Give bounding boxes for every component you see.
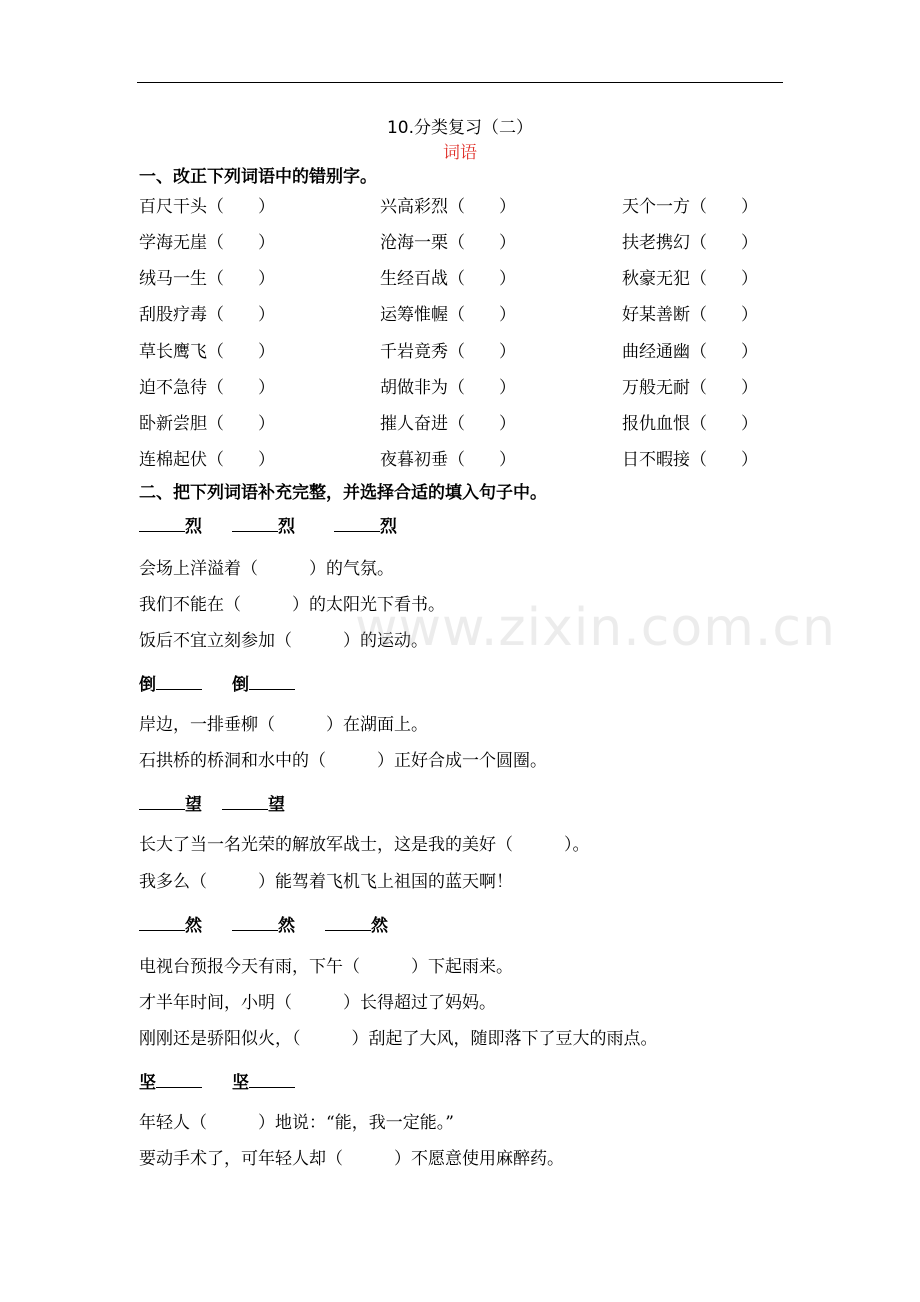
blank-line [222, 795, 268, 810]
blank-line [232, 916, 278, 931]
blank-line [139, 795, 185, 810]
blank-line [156, 1073, 202, 1088]
list-item: 连棉起伏（ ） [139, 450, 275, 470]
list-item: 绒马一生（ ） [139, 269, 275, 289]
fill-blank-word: 望 [222, 790, 285, 815]
sentence: 岸边，一排垂柳（ ）在湖面上。 [139, 715, 428, 735]
sentence: 石拱桥的桥洞和水中的（ ）正好合成一个圆圈。 [139, 751, 547, 771]
list-item: 百尺干头（ ） [139, 197, 275, 217]
fill-blank-word: 坚 [139, 1068, 202, 1093]
blank-line [232, 517, 278, 532]
list-item: 千岩竟秀（ ） [380, 342, 516, 362]
list-item: 运筹惟幄（ ） [380, 305, 516, 325]
sentence: 我们不能在（ ）的太阳光下看书。 [139, 595, 445, 615]
list-item: 夜暮初垂（ ） [380, 450, 516, 470]
page-title: 10.分类复习（二） [386, 118, 534, 138]
sentence: 才半年时间，小明（ ）长得超过了妈妈。 [139, 993, 496, 1013]
sentence: 会场上洋溢着（ ）的气氛。 [139, 559, 394, 579]
sentence: 我多么（ ）能驾着飞机飞上祖国的蓝天啊！ [139, 872, 513, 892]
list-item: 刮股疗毒（ ） [139, 305, 275, 325]
fill-blank-word: 烈 [232, 512, 295, 537]
blank-line [325, 916, 371, 931]
fill-blank-word: 烈 [334, 512, 397, 537]
list-item: 好某善断（ ） [622, 305, 758, 325]
fill-blank-word: 然 [232, 911, 295, 936]
blank-line [334, 517, 380, 532]
blank-line [139, 916, 185, 931]
fill-blank-word: 然 [325, 911, 388, 936]
sentence: 刚刚还是骄阳似火，（ ）刮起了大风，随即落下了豆大的雨点。 [139, 1029, 658, 1049]
sentence: 饭后不宜立刻参加（ ）的运动。 [139, 631, 428, 651]
sentence: 长大了当一名光荣的解放军战士，这是我的美好（ ）。 [139, 835, 590, 855]
fill-blank-word: 坚 [232, 1068, 295, 1093]
list-item: 扶老携幻（ ） [622, 233, 758, 253]
list-item: 曲经通幽（ ） [622, 342, 758, 362]
blank-line [249, 675, 295, 690]
fill-blank-word: 烈 [139, 512, 202, 537]
section1-heading: 一、改正下列词语中的错别字。 [139, 167, 377, 187]
list-item: 生经百战（ ） [380, 269, 516, 289]
list-item: 卧新尝胆（ ） [139, 414, 275, 434]
list-item: 沧海一栗（ ） [380, 233, 516, 253]
list-item: 报仇血恨（ ） [622, 414, 758, 434]
list-item: 兴高彩烈（ ） [380, 197, 516, 217]
fill-blank-word: 倒 [232, 670, 295, 695]
blank-line [156, 675, 202, 690]
section2-heading: 二、把下列词语补充完整，并选择合适的填入句子中。 [139, 483, 547, 503]
watermark: www.zixin.com.cn [355, 598, 836, 658]
sentence: 要动手术了，可年轻人却（ ）不愿意使用麻醉药。 [139, 1149, 564, 1169]
top-rule [137, 82, 783, 83]
list-item: 草长鹰飞（ ） [139, 342, 275, 362]
list-item: 摧人奋进（ ） [380, 414, 516, 434]
blank-line [249, 1073, 295, 1088]
list-item: 迫不急待（ ） [139, 378, 275, 398]
sentence: 电视台预报今天有雨，下午（ ）下起雨来。 [139, 957, 513, 977]
blank-line [139, 517, 185, 532]
page-subtitle: 词语 [443, 143, 477, 163]
list-item: 万般无耐（ ） [622, 378, 758, 398]
fill-blank-word: 倒 [139, 670, 202, 695]
fill-blank-word: 然 [139, 911, 202, 936]
list-item: 天个一方（ ） [622, 197, 758, 217]
fill-blank-word: 望 [139, 790, 202, 815]
sentence: 年轻人（ ）地说：“能，我一定能。” [139, 1113, 454, 1133]
list-item: 胡做非为（ ） [380, 378, 516, 398]
list-item: 学海无崖（ ） [139, 233, 275, 253]
list-item: 秋豪无犯（ ） [622, 269, 758, 289]
list-item: 日不暇接（ ） [622, 450, 758, 470]
